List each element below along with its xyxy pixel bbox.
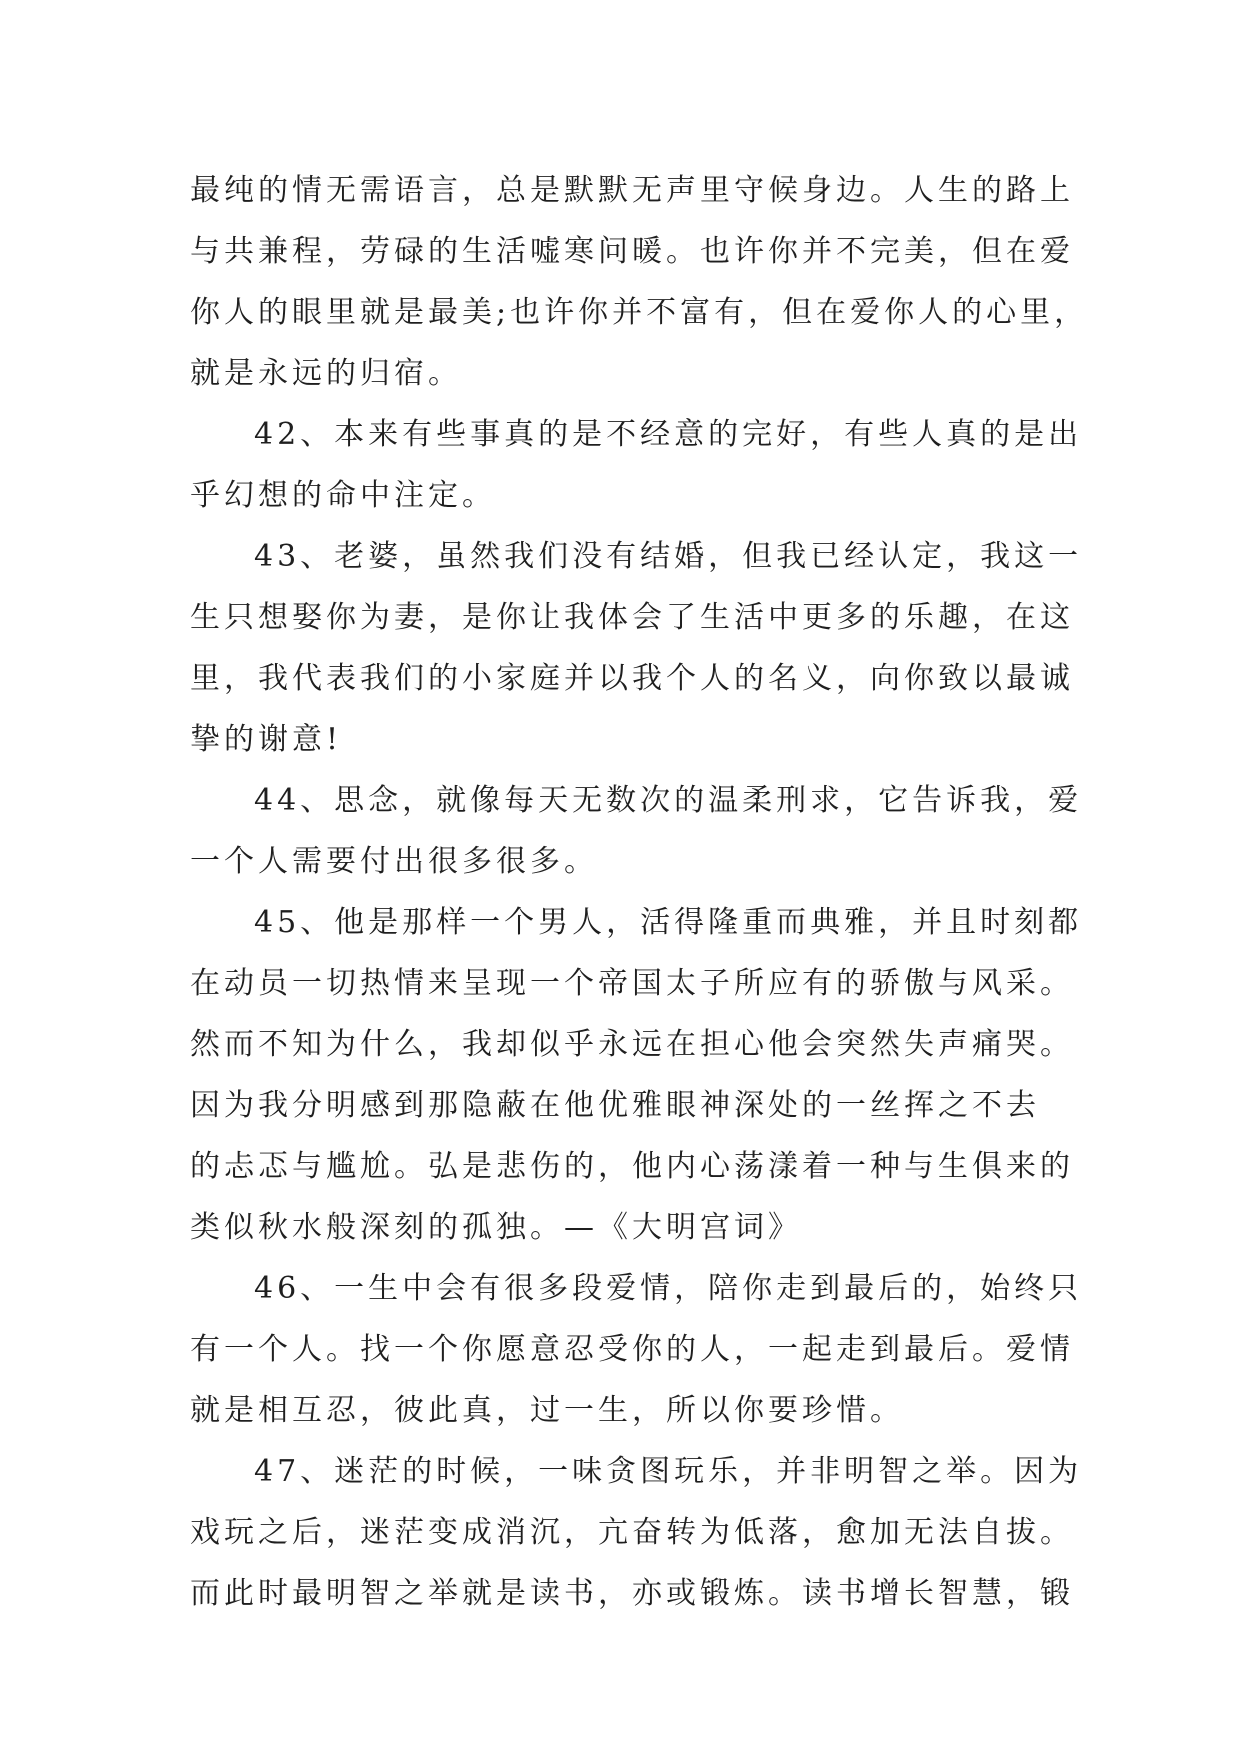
paragraph-43-line-1: 43、老婆，虽然我们没有结婚，但我已经认定，我这一 <box>254 539 1083 574</box>
paragraph-46-line-1: 46、一生中会有很多段爱情，陪你走到最后的，始终只 <box>254 1271 1083 1306</box>
text-line-3: 你人的眼里就是最美;也许你并不富有，但在爱你人的心里， <box>190 295 1089 330</box>
paragraph-45-line-5: 的忐忑与尴尬。弘是悲伤的，他内心荡漾着一种与生俱来的 <box>190 1149 1074 1184</box>
paragraph-43-line-4: 挚的谢意! <box>190 722 343 757</box>
paragraph-46-line-3: 就是相互忍，彼此真，过一生，所以你要珍惜。 <box>190 1393 904 1428</box>
paragraph-44-line-2: 一个人需要付出很多很多。 <box>190 844 598 879</box>
paragraph-44-line-1: 44、思念，就像每天无数次的温柔刑求，它告诉我，爱 <box>254 783 1083 818</box>
text-line-4: 就是永远的归宿。 <box>190 356 462 391</box>
paragraph-47-line-3: 而此时最明智之举就是读书，亦或锻炼。读书增长智慧，锻 <box>190 1576 1074 1611</box>
paragraph-47-line-1: 47、迷茫的时候，一味贪图玩乐，并非明智之举。因为 <box>254 1454 1083 1489</box>
paragraph-45-line-3: 然而不知为什么，我却似乎永远在担心他会突然失声痛哭。 <box>190 1027 1074 1062</box>
paragraph-43-line-2: 生只想娶你为妻，是你让我体会了生活中更多的乐趣，在这 <box>190 600 1074 635</box>
paragraph-45-line-2: 在动员一切热情来呈现一个帝国太子所应有的骄傲与风采。 <box>190 966 1074 1001</box>
paragraph-46-line-2: 有一个人。找一个你愿意忍受你的人，一起走到最后。爱情 <box>190 1332 1074 1367</box>
paragraph-45-line-4: 因为我分明感到那隐蔽在他优雅眼神深处的一丝挥之不去 <box>190 1088 1040 1123</box>
paragraph-42-line-1: 42、本来有些事真的是不经意的完好，有些人真的是出 <box>254 417 1083 452</box>
paragraph-43-line-3: 里，我代表我们的小家庭并以我个人的名义，向你致以最诚 <box>190 661 1074 696</box>
paragraph-45-line-6: 类似秋水般深刻的孤独。—《大明宫词》 <box>190 1210 802 1245</box>
text-line-2: 与共兼程，劳碌的生活嘘寒问暖。也许你并不完美，但在爱 <box>190 234 1074 269</box>
paragraph-47-line-2: 戏玩之后，迷茫变成消沉，亢奋转为低落，愈加无法自拔。 <box>190 1515 1074 1550</box>
text-line-1: 最纯的情无需语言，总是默默无声里守候身边。人生的路上 <box>190 173 1074 208</box>
document-body <box>190 160 1090 1624</box>
paragraph-45-line-1: 45、他是那样一个男人，活得隆重而典雅，并且时刻都 <box>254 905 1083 940</box>
paragraph-42-line-2: 乎幻想的命中注定。 <box>190 478 496 513</box>
